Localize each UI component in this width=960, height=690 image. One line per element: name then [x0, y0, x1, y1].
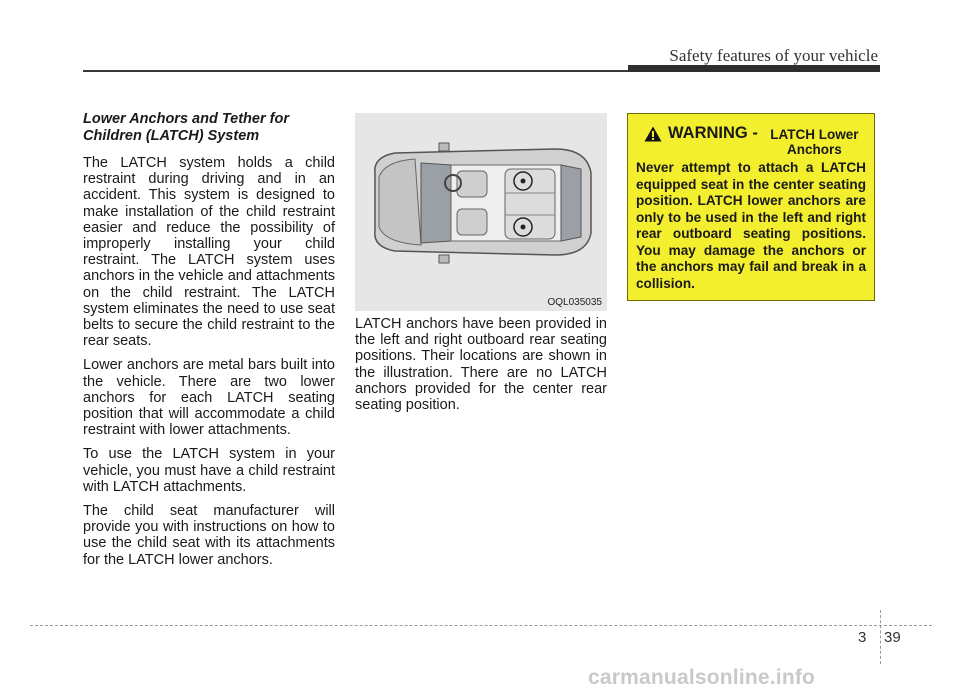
running-header: Safety features of your vehicle: [669, 46, 878, 65]
body-paragraph: The child seat manufacturer will provide you with instructions on how to use the child seat with its attachments for the LATCH lower anchors.: [83, 503, 335, 568]
car-top-view-illustration: [355, 113, 607, 311]
latch-illustration: [355, 113, 607, 311]
figure-code: OQL035035: [547, 297, 602, 308]
warning-box: [627, 113, 875, 301]
body-paragraph: To use the LATCH system in your vehicle, you must have a child restraint with LATCH attachments.: [83, 446, 335, 495]
header-tab-bar: [628, 65, 880, 72]
page-number: 39: [884, 629, 901, 646]
warning-text: Never attempt to attach a LATCH equipped seat in the center seating position. LATCH lower anchors are only to be used in the left and right rear outboard seating positions. You may damage the anchors or the anchors may fail and break in a collision.: [636, 160, 866, 291]
warning-header: [636, 124, 866, 157]
warning-label: WARNING -: [668, 124, 758, 142]
watermark-text: carmanualsonline.info: [588, 666, 816, 689]
body-paragraph: The LATCH system holds a child restraint during driving and in an accident. This system is designed to make installation of the child restraint easier and reduce the possibility of improperly installing your child restraint. The LATCH system uses anchors in the vehicle and attachments on the child restraint. The LATCH system eliminates the need to use seat belts to secure the child restraint to the rear seats.: [83, 155, 335, 350]
body-paragraph: LATCH anchors have been provided in the left and right outboard rear seating positions. Their locations are shown in the illustration. There are no LATCH anchors provided for the center rear seating position.: [355, 316, 607, 414]
chapter-number: 3: [858, 629, 867, 646]
body-paragraph: Lower anchors are metal bars built into the vehicle. There are two lower anchors for each LATCH seating position that will accommodate a child restraint with lower attachments.: [83, 357, 335, 439]
footer-rule: [30, 625, 932, 626]
middle-column: [355, 316, 607, 421]
footer-divider: [880, 610, 881, 664]
warning-triangle-icon: [644, 126, 662, 142]
warning-topic: LATCH Lower Anchors: [770, 127, 859, 157]
section-title: Lower Anchors and Tether for Children (LATCH) System: [83, 111, 289, 144]
left-column: [83, 111, 335, 576]
